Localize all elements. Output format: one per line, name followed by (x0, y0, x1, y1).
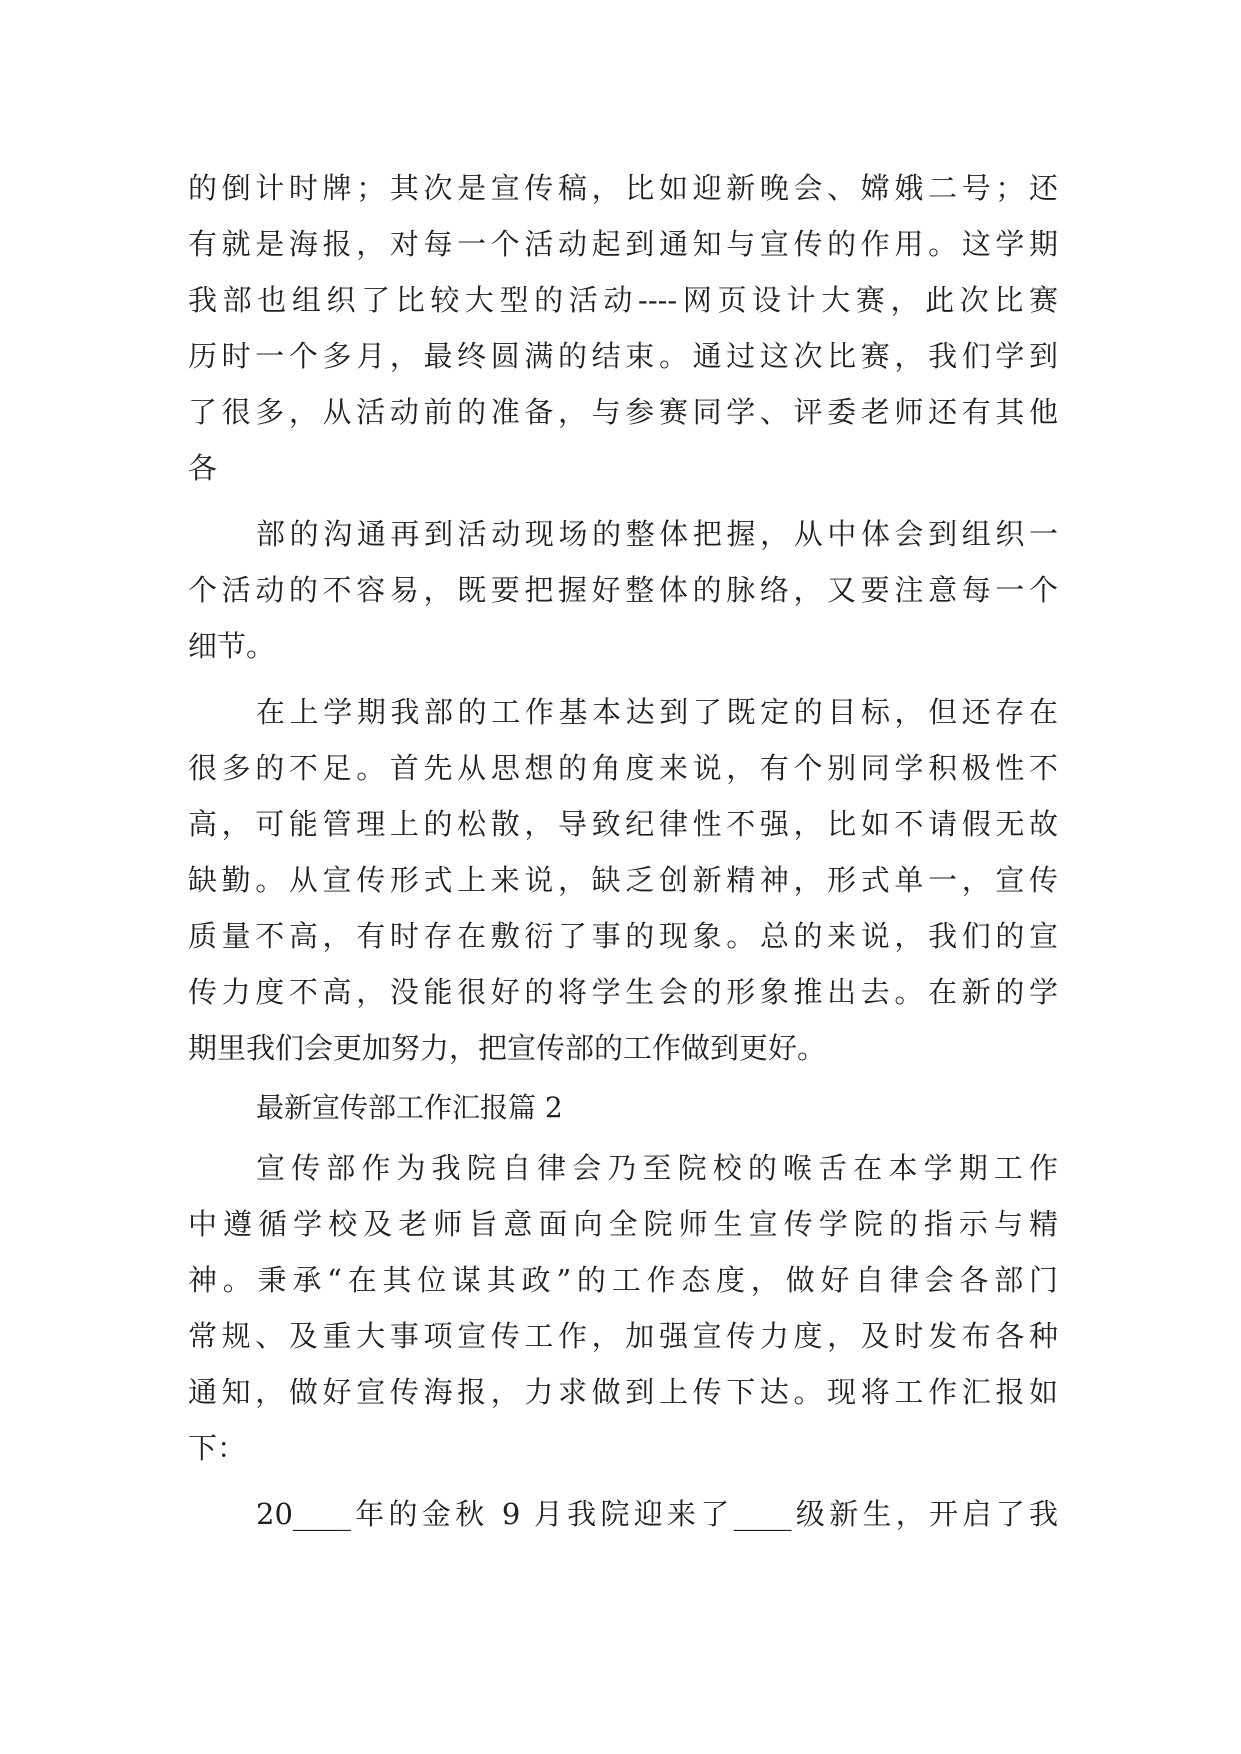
section-heading: 最新宣传部工作汇报篇 2 (256, 1091, 563, 1124)
paragraph-1-line-4: 历时一个多月，最终圆满的结束。通过这次比赛，我们学到 (188, 339, 1058, 373)
paragraph-2-line-3: 细节。 (188, 629, 276, 663)
paragraph-4-line-1: 宣传部作为我院自律会乃至院校的喉舌在本学期工作 (256, 1151, 1058, 1185)
paragraph-3-line-4: 缺勤。从宣传形式上来说，缺乏创新精神，形式单一，宣传 (188, 863, 1058, 897)
paragraph-4-line-3: 神。秉承“在其位谋其政”的工作态度，做好自律会各部门 (188, 1263, 1058, 1297)
paragraph-1-line-3: 我部也组织了比较大型的活动----网页设计大赛，此次比赛 (188, 283, 1058, 317)
paragraph-4-line-4: 常规、及重大事项宣传工作，加强宣传力度，及时发布各种 (188, 1319, 1058, 1353)
paragraph-3-line-3: 高，可能管理上的松散，导致纪律性不强，比如不请假无故 (188, 807, 1058, 841)
paragraph-5-line-1: 20____年的金秋 9 月我院迎来了____级新生，开启了我 (256, 1497, 1058, 1531)
paragraph-2-line-1: 部的沟通再到活动现场的整体把握，从中体会到组织一 (256, 517, 1058, 551)
paragraph-1-line-1: 的倒计时牌；其次是宣传稿，比如迎新晚会、嫦娥二号；还 (188, 171, 1058, 205)
paragraph-3-line-1: 在上学期我部的工作基本达到了既定的目标，但还存在 (256, 695, 1058, 729)
paragraph-3-line-7: 期里我们会更加努力，把宣传部的工作做到更好。 (188, 1031, 827, 1065)
paragraph-3-line-6: 传力度不高，没能很好的将学生会的形象推出去。在新的学 (188, 975, 1058, 1009)
paragraph-3-line-2: 很多的不足。首先从思想的角度来说，有个别同学积极性不 (188, 751, 1058, 785)
paragraph-4-line-5: 通知，做好宣传海报，力求做到上传下达。现将工作汇报如 (188, 1375, 1058, 1409)
paragraph-1-line-5: 了很多，从活动前的准备，与参赛同学、评委老师还有其他 (188, 395, 1058, 429)
paragraph-1-line-2: 有就是海报，对每一个活动起到通知与宣传的作用。这学期 (188, 227, 1058, 261)
paragraph-4-line-2: 中遵循学校及老师旨意面向全院师生宣传学院的指示与精 (188, 1207, 1058, 1241)
paragraph-2-line-2: 个活动的不容易，既要把握好整体的脉络，又要注意每一个 (188, 573, 1058, 607)
paragraph-3-line-5: 质量不高，有时存在敷衍了事的现象。总的来说，我们的宣 (188, 919, 1058, 953)
paragraph-1-line-6: 各 (188, 451, 218, 485)
paragraph-4-line-6: 下： (188, 1431, 247, 1465)
